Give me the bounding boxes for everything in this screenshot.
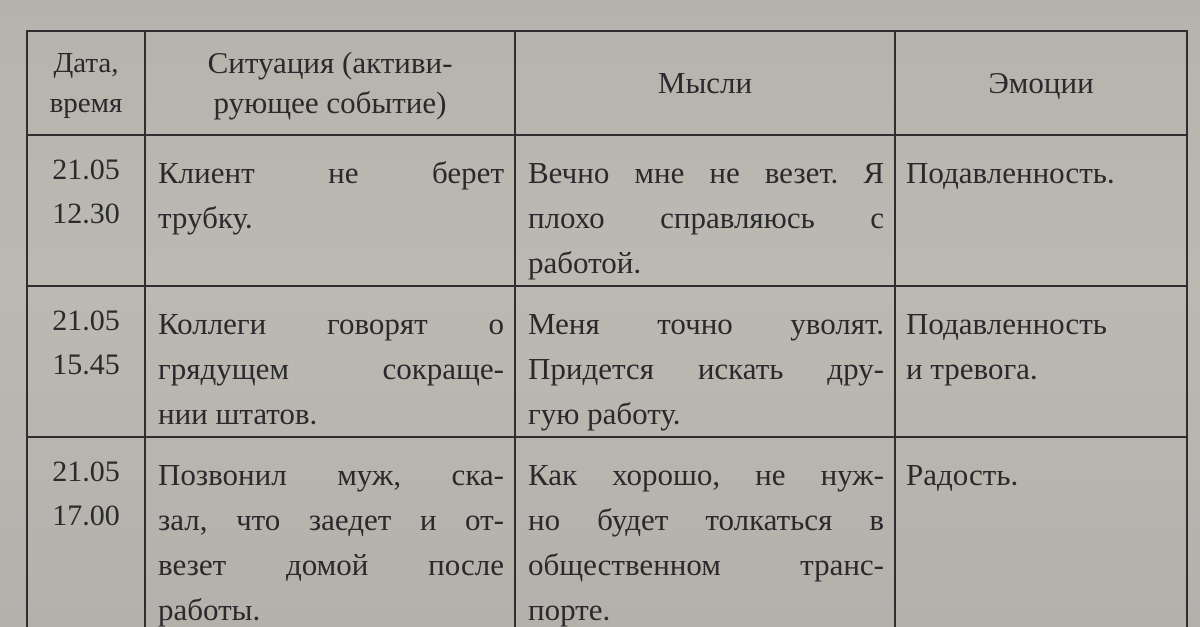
cell-situation	[145, 437, 515, 627]
emotions-line: Подавленность.	[906, 155, 1115, 190]
cell-situation	[145, 135, 515, 286]
emotions-line: и тревога.	[906, 351, 1038, 386]
thoughts-line: гую работу.	[528, 396, 681, 431]
row-date: 21.05	[52, 153, 120, 186]
header-situation-line-1: Ситуация (активи-	[207, 45, 453, 80]
thoughts-line: Как хорошо, не нуж-	[528, 457, 884, 492]
header-situation	[145, 31, 515, 135]
table-row	[27, 286, 1187, 437]
situation-line: Коллеги говорят о	[158, 306, 504, 341]
situation-line: грядущем сокраще-	[158, 351, 504, 386]
row-time: 17.00	[52, 499, 120, 532]
header-situation-line-2: рующее событие)	[213, 85, 447, 120]
row-date: 21.05	[52, 304, 120, 337]
cell-emotions	[895, 286, 1187, 437]
table-row	[27, 437, 1187, 627]
thoughts-line: Придется искать дру-	[528, 351, 884, 386]
thoughts-line: порте.	[528, 592, 611, 627]
situation-line: Позвонил муж, ска-	[158, 457, 504, 492]
thoughts-line: работой.	[528, 245, 642, 280]
cell-date-time	[27, 135, 145, 286]
header-thoughts-label: Мысли	[657, 65, 753, 100]
header-emotions	[895, 31, 1187, 135]
thought-diary-table	[26, 30, 1188, 627]
situation-line: везет домой после	[158, 547, 504, 582]
row-time: 12.30	[52, 197, 120, 230]
cell-thoughts	[515, 286, 895, 437]
table-header-row	[27, 31, 1187, 135]
thoughts-line: но будет толкаться в	[528, 502, 884, 537]
table-row	[27, 135, 1187, 286]
row-time: 15.45	[52, 348, 120, 381]
thoughts-line: Вечно мне не везет. Я	[528, 155, 884, 190]
situation-line: Клиент не берет	[158, 155, 504, 190]
header-emotions-label: Эмоции	[988, 65, 1094, 100]
cell-situation	[145, 286, 515, 437]
cell-emotions	[895, 437, 1187, 627]
header-thoughts	[515, 31, 895, 135]
row-date: 21.05	[52, 455, 120, 488]
cell-emotions	[895, 135, 1187, 286]
situation-line: нии штатов.	[158, 396, 318, 431]
header-date-line-2: время	[49, 87, 123, 119]
emotions-line: Подавленность	[906, 306, 1107, 341]
emotions-line: Радость.	[906, 457, 1019, 492]
thoughts-line: Меня точно уволят.	[528, 306, 884, 341]
header-date-line-1: Дата,	[53, 47, 119, 79]
cell-thoughts	[515, 135, 895, 286]
situation-line: зал, что заедет и от-	[158, 502, 504, 537]
cell-thoughts	[515, 437, 895, 627]
cell-date-time	[27, 286, 145, 437]
situation-line: трубку.	[158, 200, 253, 235]
situation-line: работы.	[158, 592, 261, 627]
thoughts-line: общественном транс-	[528, 547, 884, 582]
header-date-time	[27, 31, 145, 135]
cell-date-time	[27, 437, 145, 627]
thoughts-line: плохо справляюсь с	[528, 200, 884, 235]
